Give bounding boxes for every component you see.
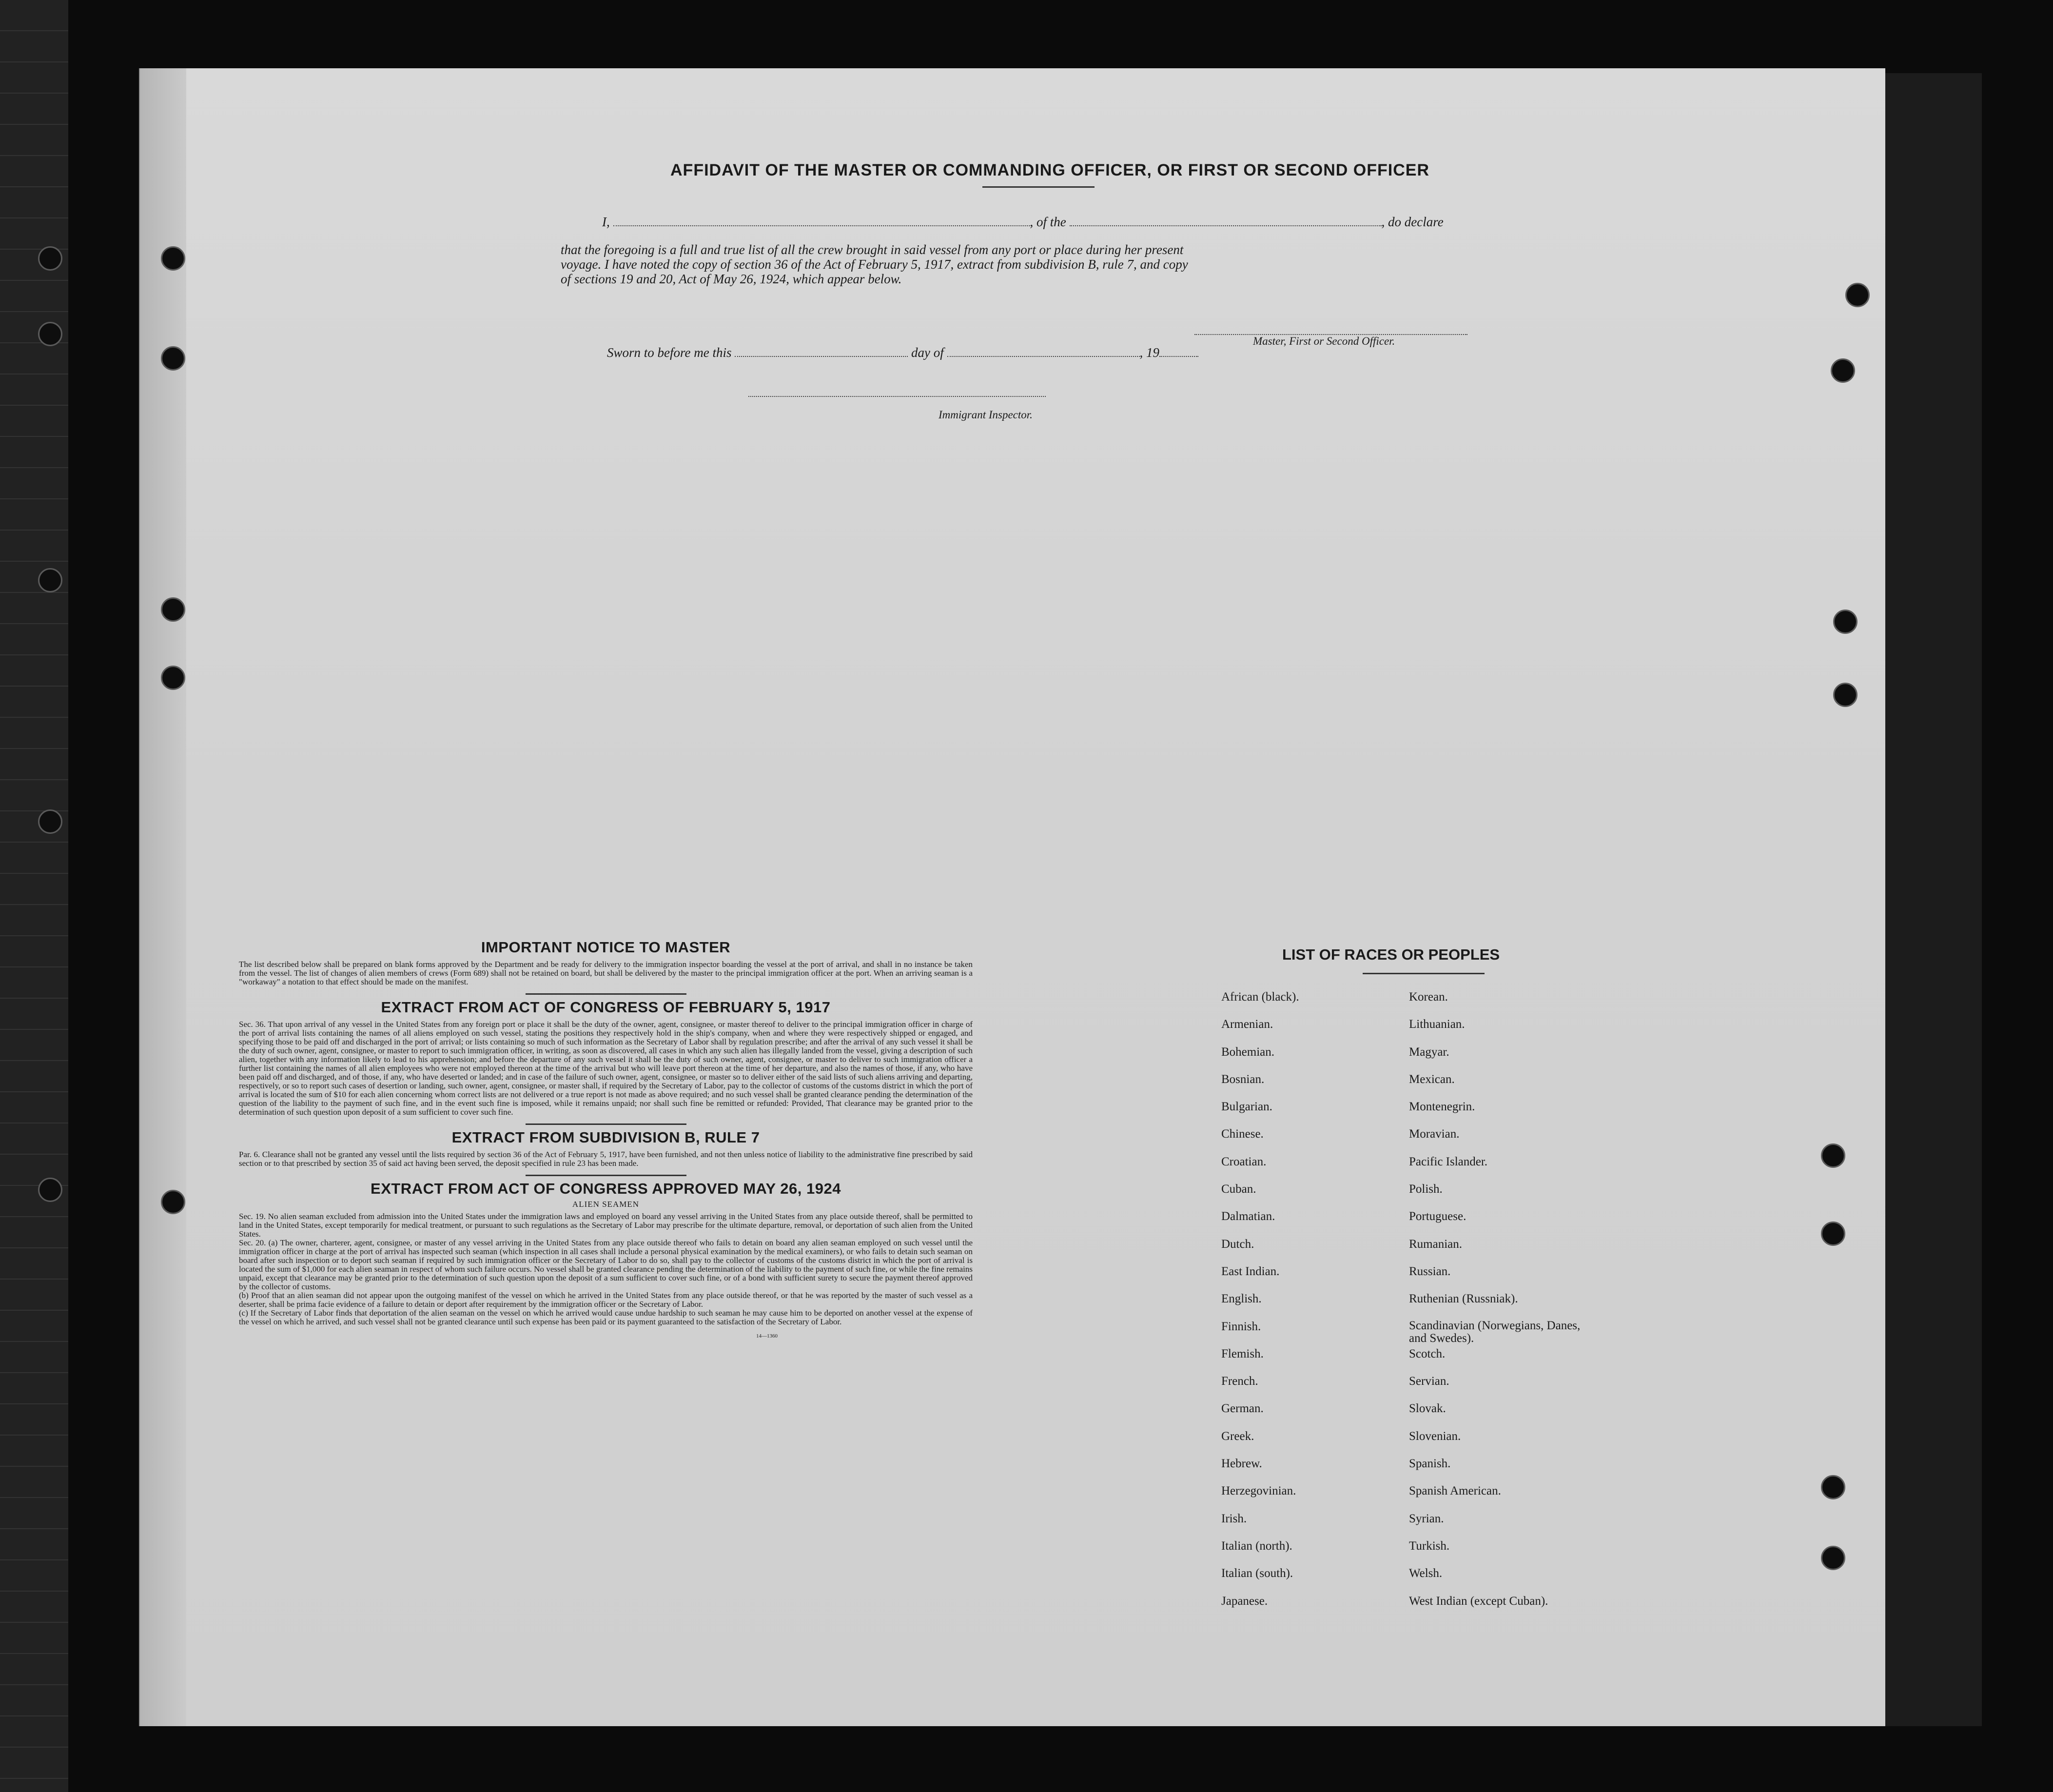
race-item: Bosnian. [1221, 1072, 1265, 1086]
punch-hole [1821, 1546, 1845, 1570]
section-divider [526, 1123, 686, 1125]
name-blank[interactable] [613, 225, 1030, 226]
race-item: Italian (south). [1221, 1567, 1293, 1580]
race-item: Italian (north). [1221, 1539, 1292, 1553]
race-item: Chinese. [1221, 1127, 1264, 1141]
sworn-day-blank[interactable] [735, 356, 908, 357]
extract-1917-text: Sec. 36. That upon arrival of any vessel in the United States from any foreign port or place it shall be the duty of the owner, agent, consignee, or master thereof to deliver to the principal immigration officer in charge of the port of arrival lists containing the names of all aliens employed on such vessel, stating the positions they respectively hold in the ship's company, when and where they were respectively shipped or engaged, and specifying those to be paid off and discharged in the port of arrival; or lists containing so much of such information as the Secretary of Labor shall by regulation prescribe; and after the arrival of any such vessel it shall be the duty of such owner, agent, consignee, or master to report to such immigration officer, in writing, as soon as discovered, all cases in which any such alien has illegally landed from the vessel, giving a description of such alien, together with any information likely to lead to his apprehension; and before the departure of any such vessel it shall be the duty of such owner, agent, consignee, or master to deliver to such immigration officer a further list containing the names of all alien employees who were not employed thereon at the time of the arrival but who will leave port thereon at the time of her departure, and also the names of those, if any, who have been paid off and discharged, and of those, if any, who have deserted or landed; and in case of the failure of such owner, agent, consignee, or master so to deliver either of the said lists of such aliens arriving and departing, respectively, or so to report such cases of desertion or landing, such owner, agent, consignee, or master shall, if required by the Secretary of Labor, pay to the collector of customs of the customs district in which the port of arrival is located the sum of $10 for each alien concerning whom correct lists are not delivered or a true report is not made as above required; and no such vessel shall be granted clearance pending the determination of the question of the liability to the payment of such fine, and in the event such fine is imposed, while it remains unpaid; nor shall such fine be remitted or refunded: Provided, That clearance may be granted prior to the determination of such question upon deposit of a sum sufficient to cover such fine. [239, 1020, 973, 1117]
sec20a-text: Sec. 20. (a) The owner, charterer, agent, consignee, or master of any vessel arriving in the United States from any place outside thereof who fails to detain on board any alien seaman employed on such vessel until the immigration officer in charge at the port of arrival has inspected such seaman (which inspection in all cases shall include a personal physical examination by the medical examiners), or who fails to detain such seaman on board after such inspection or to deport such seaman if required by such immigration officer or the Secretary of Labor to do so, shall pay to the collector of customs of the customs district in which the port of arrival is located the sum of $1,000 for each alien seaman in respect of whom such failure occurs. No vessel shall be granted clearance pending the determination of the liability to the payment of such fine, or while the fine remains unpaid, except that clearance may be granted prior to the determination of such question upon the deposit of a sum sufficient to cover such fine, or of a bond with sufficient surety to secure the payment thereof approved by the collector of customs. [239, 1238, 973, 1291]
alien-seamen-subtitle: ALIEN SEAMEN [572, 1200, 640, 1209]
punch-hole [1833, 683, 1857, 707]
document-paper [139, 68, 1885, 1726]
sec20b-text: (b) Proof that an alien seaman did not appear upon the outgoing manifest of the vessel on which he arrived in the United States from any place outside thereof, or that he was reported by the master of such vessel as a deserter, shall be prima facie evidence of a failure to detain or deport after requirement by the immigration officer or the Secretary of Labor. [239, 1291, 973, 1309]
race-item: Ruthenian (Russniak). [1409, 1292, 1518, 1306]
punch-hole [1821, 1221, 1845, 1246]
day-of-label: day of [911, 345, 944, 360]
punch-hole [38, 1178, 62, 1202]
race-item: Dalmatian. [1221, 1210, 1275, 1223]
race-item: Turkish. [1409, 1539, 1450, 1553]
punch-hole [38, 568, 62, 592]
race-item: Portuguese. [1409, 1210, 1466, 1223]
race-item: Bulgarian. [1221, 1100, 1272, 1114]
race-item: African (black). [1221, 990, 1299, 1004]
punch-hole [161, 246, 185, 271]
race-item: Spanish. [1409, 1457, 1451, 1471]
race-item: English. [1221, 1292, 1262, 1306]
race-item: Mexican. [1409, 1072, 1455, 1086]
punch-hole [1833, 610, 1857, 634]
inspector-signature-line[interactable] [748, 396, 1046, 397]
race-item: Spanish American. [1409, 1484, 1501, 1498]
extract-1917-title: EXTRACT FROM ACT OF CONGRESS OF FEBRUARY 5, 1917 [381, 999, 831, 1016]
sworn-year-blank[interactable] [1159, 356, 1198, 357]
master-signature-label: Master, First or Second Officer. [1253, 335, 1395, 347]
dark-right-margin [1884, 73, 1982, 1726]
race-item: Lithuanian. [1409, 1018, 1465, 1031]
sworn-line [607, 345, 1198, 360]
ruled-ledger-edge [0, 0, 68, 1792]
race-item: Finnish. [1221, 1319, 1261, 1333]
sec20c-text: (c) If the Secretary of Labor finds that deportation of the alien seaman on the vessel on which he arrived would cause undue hardship to such seaman he may cause him to be deported on another vessel at the expense of the vessel on which he arrived, and such vessel shall not be granted clearance until such expense has been paid or its payment guaranteed to the satisfaction of the Secretary of Labor. [239, 1308, 973, 1326]
affidavit-i-label: I, [602, 215, 610, 229]
punch-hole [1821, 1143, 1845, 1168]
races-title: LIST OF RACES OR PEOPLES [1282, 946, 1500, 963]
race-item: Moravian. [1409, 1127, 1460, 1141]
race-item: French. [1221, 1375, 1258, 1388]
races-left-column [1221, 990, 1299, 1621]
sec19-text: Sec. 19. No alien seaman excluded from admission into the United States under the immigration laws and employed on board any vessel arriving in the United States from any place outside thereof, shall be permitted to land in the United States, except temporarily for medical treatment, or pursuant to such regulations as the Secretary of Labor may prescribe for the ultimate departure, removal, or deportation of such alien from the United States. [239, 1212, 973, 1239]
race-item: German. [1221, 1402, 1264, 1416]
race-item: Montenegrin. [1409, 1100, 1475, 1114]
races-divider [1363, 973, 1485, 974]
affidavit-line-2: that the foregoing is a full and true list of all the crew brought in said vessel from any port or place during her present [561, 242, 1184, 257]
form-number: 14—1360 [756, 1333, 778, 1339]
punch-hole [1831, 358, 1855, 383]
affidavit-line-3: voyage. I have noted the copy of section 36 of the Act of February 5, 1917, extract from subdivision B, rule 7, and copy [561, 257, 1188, 272]
punch-hole [38, 809, 62, 834]
race-item: Japanese. [1221, 1594, 1268, 1608]
punch-hole [1845, 283, 1870, 307]
punch-hole [38, 246, 62, 271]
title-divider [982, 186, 1095, 188]
race-item: Dutch. [1221, 1237, 1254, 1251]
punch-hole [161, 597, 185, 622]
punch-hole [161, 666, 185, 690]
punch-hole [38, 322, 62, 346]
race-item: Cuban. [1221, 1182, 1256, 1196]
declare-label: , do declare [1381, 215, 1444, 229]
race-item: Herzegovinian. [1221, 1484, 1296, 1498]
races-right-column [1409, 990, 1584, 1621]
race-item: Korean. [1409, 990, 1448, 1004]
race-item: Flemish. [1221, 1347, 1264, 1360]
extract-rule7-title: EXTRACT FROM SUBDIVISION B, RULE 7 [451, 1129, 760, 1146]
race-item: Russian. [1409, 1264, 1451, 1278]
extract-rule7-text: Par. 6. Clearance shall not be granted any vessel until the lists required by section 36 of the Act of February 5, 1917, have been furnished, and not then unless notice of liability to the administrative fine prescribed by said section or to that prescribed by section 35 of said act having been served, the deposit specified in rule 23 has been made. [239, 1150, 973, 1168]
paper-binding-strip [140, 68, 186, 1726]
sworn-month-blank[interactable] [947, 356, 1140, 357]
year-prefix-label: , 19 [1139, 345, 1159, 360]
punch-hole [1821, 1475, 1845, 1499]
section-divider [526, 1175, 686, 1176]
section-divider [526, 993, 686, 995]
race-item: Polish. [1409, 1182, 1443, 1196]
race-item: Greek. [1221, 1429, 1254, 1443]
race-item: Scotch. [1409, 1347, 1446, 1360]
of-the-label: , of the [1030, 215, 1066, 229]
sworn-label: Sworn to before me this [607, 345, 732, 360]
race-item: Slovenian. [1409, 1429, 1461, 1443]
race-item: Armenian. [1221, 1018, 1273, 1031]
notice-title: IMPORTANT NOTICE TO MASTER [481, 939, 731, 956]
inspector-signature-label: Immigrant Inspector. [939, 409, 1033, 421]
race-item: East Indian. [1221, 1264, 1280, 1278]
vessel-blank[interactable] [1070, 225, 1382, 226]
affidavit-title: AFFIDAVIT OF THE MASTER OR COMMANDING OFFICER, OR FIRST OR SECOND OFFICER [670, 161, 1429, 179]
race-item: Croatian. [1221, 1155, 1267, 1168]
race-item: Hebrew. [1221, 1457, 1262, 1471]
race-item: Bohemian. [1221, 1045, 1275, 1059]
legal-notices-column [239, 939, 973, 1339]
race-item: Syrian. [1409, 1512, 1444, 1525]
punch-hole [161, 1190, 185, 1214]
race-item: West Indian (except Cuban). [1409, 1594, 1548, 1608]
extract-1924-title: EXTRACT FROM ACT OF CONGRESS APPROVED MAY 26, 1924 [371, 1180, 841, 1197]
race-item: Slovak. [1409, 1402, 1446, 1416]
punch-hole [161, 346, 185, 371]
race-item: Welsh. [1409, 1567, 1443, 1580]
race-item: Scandinavian (Norwegians, Danes, and Swedes). [1409, 1319, 1581, 1345]
affidavit-line-4: of sections 19 and 20, Act of May 26, 1924, which appear below. [561, 272, 902, 286]
race-item: Pacific Islander. [1409, 1155, 1488, 1168]
affidavit-line-1 [602, 215, 1444, 230]
race-item: Servian. [1409, 1375, 1449, 1388]
race-item: Irish. [1221, 1512, 1247, 1525]
race-item: Magyar. [1409, 1045, 1449, 1059]
race-item: Rumanian. [1409, 1237, 1463, 1251]
notice-text: The list described below shall be prepared on blank forms approved by the Department and be ready for delivery to the immigration inspector boarding the vessel at the port of arrival, and shall in no instance be taken from the vessel. The list of changes of alien members of crews (Form 689) shall not be retained on board, but shall be delivered by the master to the principal immigration officer at the port. When an arriving seaman is a "workaway" a notation to that effect should be made on the manifest. [239, 960, 973, 986]
